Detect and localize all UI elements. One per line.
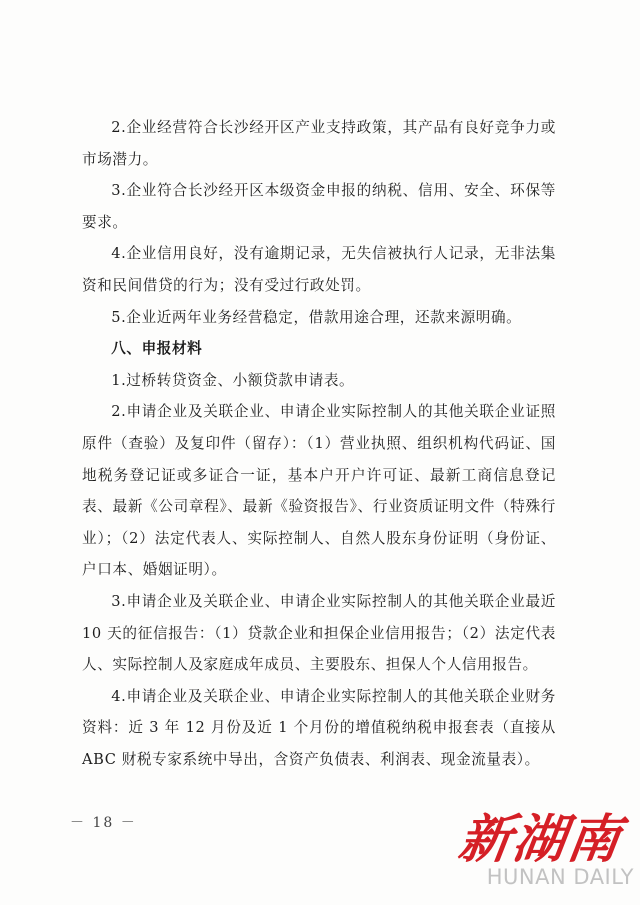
- paragraph-requirement-5: 5.企业近两年业务经营稳定，借款用途合理，还款来源明确。: [111, 308, 522, 326]
- paragraph-material-2: 2.申请企业及关联企业、申请企业实际控制人的其他关联企业证照原件（查验）及复印件（留存）：（1）营业执照、组织机构代码证、国地税务登记证或多证合一证，基本户开户许可证、最新工商信息登记表、最新《公司章程》、最新《验资报告》、行业资质证明文件（特殊行业）；（2）法定代表人、实际控制人、自然人股东身份证明（身份证、户口本、婚姻证明）。: [82, 403, 556, 579]
- paragraph-requirement-2: 2.企业经营符合长沙经开区产业支持政策，其产品有良好竞争力或市场潜力。: [82, 119, 556, 168]
- paragraph-requirement-3: 3.企业符合长沙经开区本级资金申报的纳税、信用、安全、环保等要求。: [82, 182, 556, 231]
- hunan-daily-watermark: [450, 795, 640, 905]
- paragraph-requirement-4: 4.企业信用良好，没有逾期记录，无失信被执行人记录，无非法集资和民间借贷的行为；没有受过行政处罚。: [82, 245, 556, 294]
- document-body: [82, 112, 556, 775]
- section-heading-application-materials: 八、申报材料: [111, 340, 203, 358]
- paragraph-material-1: 1.过桥转贷资金、小额贷款申请表。: [111, 371, 355, 389]
- watermark-logo: 新湖南: [455, 809, 626, 870]
- paragraph-material-3: 3.申请企业及关联企业、申请企业实际控制人的其他关联企业最近 10 天的征信报告：（1）贷款企业和担保企业信用报告；（2）法定代表人、实际控制人及家庭成年成员、主要股东、担保人个人信用报告。: [82, 592, 556, 674]
- paragraph-material-4: 4.申请企业及关联企业、申请企业实际控制人的其他关联企业财务资料：近 3 年 12 月份及近 1 个月份的增值税纳税申报套表（直接从 ABC 财税专家系统中导出，含资产负债表、利润表、现金流量表）。: [82, 687, 556, 768]
- page-number: － 18 －: [70, 815, 137, 831]
- watermark-subtitle: HUNAN DAILY: [486, 865, 634, 889]
